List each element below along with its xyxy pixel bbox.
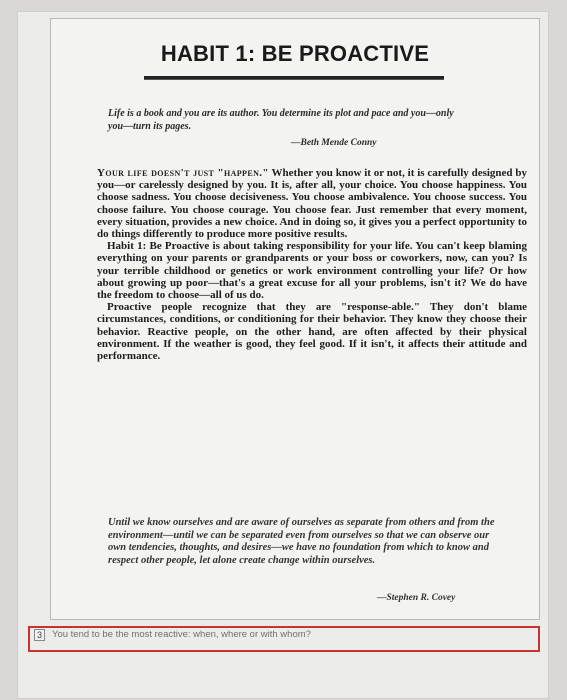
closing-quote-author: —Stephen R. Covey [377, 593, 456, 603]
closing-quote: Until we know ourselves and are aware of ourselves as separate from others and from the environment—until we can be separated even from ourselves so that we can observe our own tendencies, thoughts, and desires—we have no foundation from which to know and respect other people, let alone create change within ourselves. [108, 517, 495, 566]
answer-input-field[interactable] [28, 626, 540, 652]
question-prompt: You tend to be the most reactive: when, where or with whom? [52, 629, 311, 640]
title-underline [144, 76, 444, 80]
worksheet-page [18, 12, 548, 698]
epigraph-quote: Life is a book and you are its author. You determine its plot and pace and you—only you—turn its pages. [108, 108, 454, 132]
paragraph-1 [97, 167, 527, 240]
epigraph-author: —Beth Mende Conny [291, 138, 377, 148]
article-body [97, 167, 527, 362]
paragraph-lead: Your life doesn't just "happen." [97, 167, 269, 179]
question-number: 3 [34, 629, 45, 641]
page-title: HABIT 1: BE PROACTIVE [160, 41, 430, 66]
paragraph-3: Proactive people recognize that they are "response-able." They don't blame circumstances, conditions, or conditioning for their behavior. They know they choose their behavior. Reactive people, on the other hand, are often affected by their physical environment. If the weather is good, they feel good. If it isn't, it affects their attitude and performance. [97, 301, 527, 363]
paragraph-1-text: Whether you know it or not, it is carefully designed by you—or carelessly designed by you. It is, after all, your choice. You choose happiness. You choose sadness. You choose decisiveness. You choose ambivalence. You choose success. You choose failure. You choose courage. You choose fear. Just remember that every moment, every situation, provides a new choice. And in doing so, it gives you a perfect opportunity to do things differently to produce more positive results. [97, 167, 527, 241]
article-frame [50, 18, 540, 620]
paragraph-2: Habit 1: Be Proactive is about taking responsibility for your life. You can't keep blaming everything on your parents or grandparents or your boss or coworkers, now, can you? Is your terrible childhood or genetics or work environment controlling your life? Or how about growing up poor—that's a great excuse for all your problems, isn't it? We do have the freedom to choose—all of us do. [97, 240, 527, 302]
